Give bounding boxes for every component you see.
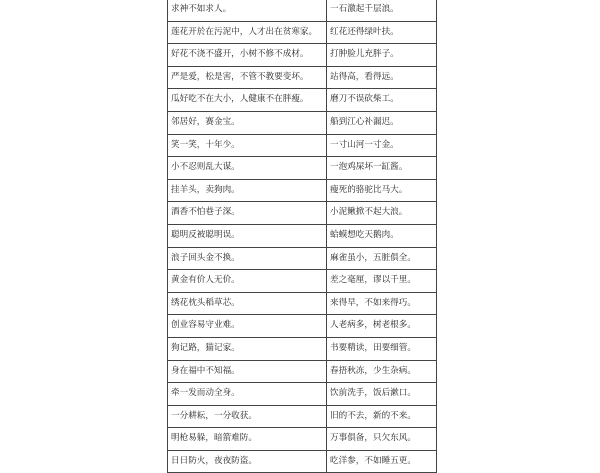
table-row xyxy=(168,315,437,338)
table-row xyxy=(168,179,437,202)
table-row xyxy=(168,0,437,21)
table-row xyxy=(168,157,437,180)
table-row xyxy=(168,337,437,360)
table-row xyxy=(168,111,437,134)
table-row xyxy=(168,428,437,451)
proverb-right-cell: 一石激起千层浪。 xyxy=(327,0,437,21)
table-row xyxy=(168,89,437,112)
proverb-left-cell: 酒香不怕巷子深。 xyxy=(168,202,327,225)
table-row xyxy=(168,360,437,383)
proverb-left-cell: 牵一发而动全身。 xyxy=(168,383,327,406)
proverb-right-cell: 旧的不去，新的不来。 xyxy=(327,405,437,428)
table-row xyxy=(168,405,437,428)
proverb-left-cell: 狗记路，猫记家。 xyxy=(168,337,327,360)
table-row xyxy=(168,292,437,315)
proverb-left-cell: 笑一笑，十年少。 xyxy=(168,134,327,157)
proverb-left-cell: 莲花开於在污泥中，人才出在贫寒家。 xyxy=(168,21,327,44)
proverb-right-cell: 饮前洗手，饭后漱口。 xyxy=(327,383,437,406)
proverb-right-cell: 差之毫厘，谬以千里。 xyxy=(327,270,437,293)
proverb-right-cell: 船到江心补漏迟。 xyxy=(327,111,437,134)
proverb-right-cell: 来得早，不如来得巧。 xyxy=(327,292,437,315)
proverb-right-cell: 站得高，看得远。 xyxy=(327,66,437,89)
table-row xyxy=(168,224,437,247)
proverb-right-cell: 一泡鸡屎坏一缸酱。 xyxy=(327,157,437,180)
proverb-right-cell: 磨刀不误砍柴工。 xyxy=(327,89,437,112)
proverb-right-cell: 麻雀虽小，五脏俱全。 xyxy=(327,247,437,270)
proverb-right-cell: 瘦死的骆驼比马大。 xyxy=(327,179,437,202)
proverb-left-cell: 创业容易守业难。 xyxy=(168,315,327,338)
proverb-left-cell: 求神不如求人。 xyxy=(168,0,327,21)
proverb-left-cell: 浪子回头金不换。 xyxy=(168,247,327,270)
proverb-right-cell: 小泥鳅掀不起大浪。 xyxy=(327,202,437,225)
table-row xyxy=(168,450,437,473)
proverb-left-cell: 聪明反被聪明误。 xyxy=(168,224,327,247)
proverb-table xyxy=(167,0,437,473)
proverb-left-cell: 小不忍则乱大谋。 xyxy=(168,157,327,180)
proverb-right-cell: 打肿脸儿充胖子。 xyxy=(327,44,437,67)
table-row xyxy=(168,383,437,406)
proverb-right-cell: 吃洋参，不如睡五更。 xyxy=(327,450,437,473)
proverb-left-cell: 日日防火，夜夜防盗。 xyxy=(168,450,327,473)
table-row xyxy=(168,21,437,44)
proverb-left-cell: 身在福中不知福。 xyxy=(168,360,327,383)
proverb-right-cell: 一寸山河一寸金。 xyxy=(327,134,437,157)
proverb-left-cell: 绣花枕头稻草芯。 xyxy=(168,292,327,315)
proverb-left-cell: 瓜好吃不在大小，人健康不在胖瘦。 xyxy=(168,89,327,112)
table-row xyxy=(168,247,437,270)
proverb-left-cell: 严是爱，松是害，不管不教要变坏。 xyxy=(168,66,327,89)
proverb-left-cell: 挂羊头，卖狗肉。 xyxy=(168,179,327,202)
proverb-right-cell: 人老病多，树老根多。 xyxy=(327,315,437,338)
table-row xyxy=(168,66,437,89)
proverb-right-cell: 蛤蟆想吃天鹅肉。 xyxy=(327,224,437,247)
proverb-right-cell: 万事俱备，只欠东风。 xyxy=(327,428,437,451)
proverb-left-cell: 黄金有价人无价。 xyxy=(168,270,327,293)
table-row xyxy=(168,202,437,225)
proverb-left-cell: 邻居好，赛金宝。 xyxy=(168,111,327,134)
proverb-left-cell: 好花不浇不盛开，小树不修不成材。 xyxy=(168,44,327,67)
proverb-right-cell: 红花还得绿叶扶。 xyxy=(327,21,437,44)
table-row xyxy=(168,270,437,293)
proverb-left-cell: 一分耕耘，一分收获。 xyxy=(168,405,327,428)
proverb-left-cell: 明枪易躲，暗箭难防。 xyxy=(168,428,327,451)
table-row xyxy=(168,44,437,67)
proverb-table-body xyxy=(168,0,437,473)
proverb-right-cell: 书要精读，田要细管。 xyxy=(327,337,437,360)
table-row xyxy=(168,134,437,157)
proverb-right-cell: 春捂秋冻，少生杂病。 xyxy=(327,360,437,383)
